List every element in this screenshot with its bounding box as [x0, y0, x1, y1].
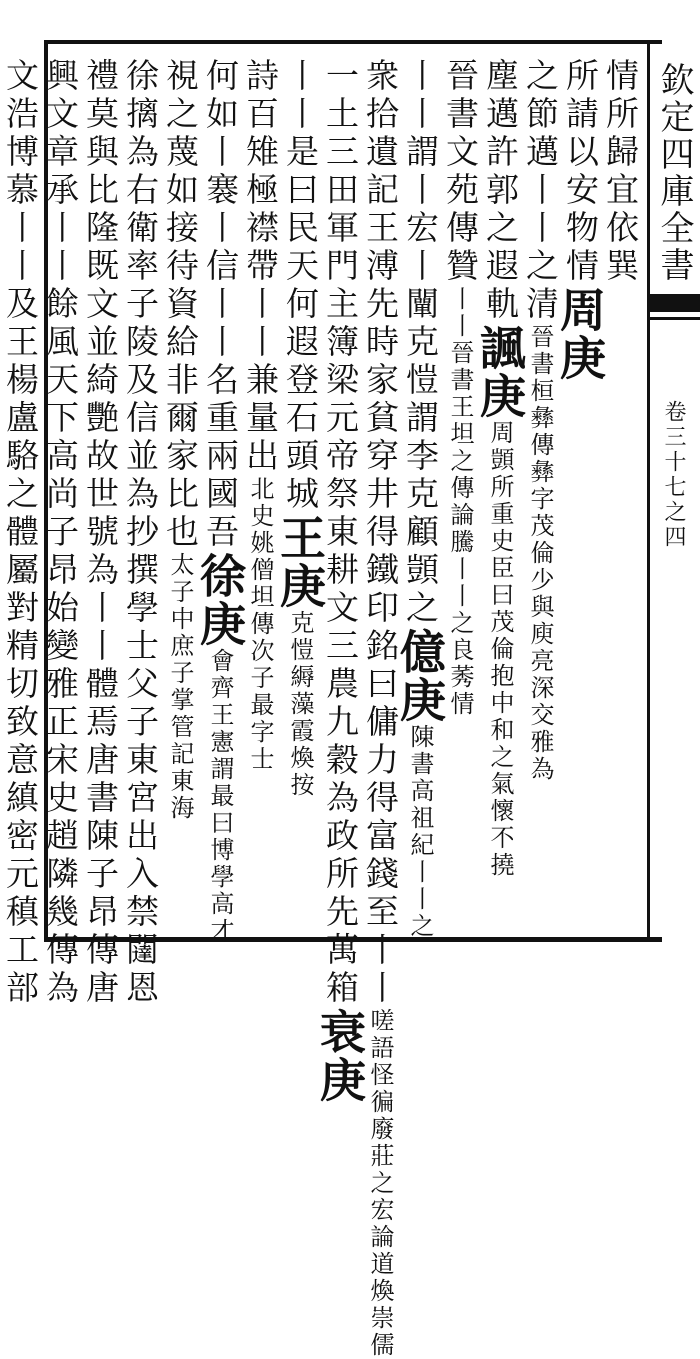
text-column [0, 58, 40, 1008]
text-column [440, 58, 480, 928]
body-text: 禮莫與比隆既文並綺艷故世號為丨丨體焉唐書陳子昂傳唐 [81, 58, 120, 1008]
text-column [240, 58, 280, 928]
text-column [313, 58, 367, 1104]
body-text: 徐摛為右衛率子陵及信並為抄撰學士父子東宮出入禁闥恩 [121, 58, 160, 1008]
text-column [553, 58, 607, 928]
annotation-text: 克愷縟藻霞煥按 [286, 610, 314, 799]
body-text: 情所歸宜依巽 [601, 58, 640, 286]
text-column [360, 58, 400, 1359]
annotation-text: 嗟語怪徧廢莊之宏論道煥崇儒 [366, 1008, 394, 1359]
book-title: 欽定四庫全書 [654, 62, 694, 284]
annotation-text: 太子中庶子掌管記東海 [166, 552, 194, 822]
text-column [393, 58, 447, 940]
annotation-text: 陳書高祖紀丨丨之 [406, 724, 434, 940]
body-text: 晉書文苑傳贊 [441, 58, 480, 286]
margin-rule [647, 40, 650, 942]
annotation-text: 晉書桓彝傳彝字茂倫少與庾亮深交雅為 [526, 324, 554, 783]
body-text: 之節邁丨丨之清 [521, 58, 560, 324]
body-text: 丨丨是曰民天何遐登石頭城 [281, 58, 320, 514]
body-text: 所請以安物情 [561, 58, 600, 286]
annotation-text: 丨丨 [446, 286, 474, 340]
body-text: 視之蔑如接待資給非爾家比也 [161, 58, 200, 552]
text-column [193, 58, 247, 945]
body-text: 詩百雉極襟帶丨丨兼量出 [241, 58, 280, 476]
entry-heading: 周庚 [553, 286, 607, 382]
entry-heading: 衰庚 [313, 1008, 367, 1104]
annotation-text: 北史姚僧坦傳次子最字士 [246, 476, 274, 773]
entry-heading: 徐庚 [193, 552, 247, 648]
body-text: 興文章承丨丨餘風天下高尚子昂始變雅正宋史趙隣幾傳為 [41, 58, 80, 1008]
fold-mark-lower [650, 312, 700, 320]
text-column [520, 58, 560, 928]
body-text: 一土三田軍門主簿梁元帝祭東耕文三農九穀為政所先萬箱 [321, 58, 360, 1008]
annotation-text: 周顗所重史臣曰茂倫抱中和之氣懷不撓 [486, 420, 514, 879]
body-text: 衆拾遺記王溥先時家貧穿井得鐵印銘曰傭力得富錢至丨丨 [361, 58, 400, 1008]
body-text: 塵邁許郭之遐軌 [481, 58, 520, 324]
text-column [273, 58, 327, 928]
annotation-text: 晉書王坦之傳論騰丨丨之良莠情 [446, 340, 474, 718]
body-text: 文浩博慕丨丨及王楊盧駱之體屬對精切致意縝密元稹工部 [1, 58, 40, 1008]
entry-heading: 億庚 [393, 628, 447, 724]
text-column [160, 58, 200, 928]
body-text: 何如丨褰丨信丨丨名重兩國吾 [201, 58, 240, 552]
text-column [40, 58, 80, 1008]
text-column [80, 58, 120, 1008]
text-columns [1, 58, 640, 1359]
text-column [600, 58, 640, 928]
fold-mark [650, 294, 700, 312]
annotation-text: 會齊王憲謂最曰博學高才 [206, 648, 234, 945]
text-column [120, 58, 160, 1008]
volume-label: 卷三十七之四 [661, 400, 686, 550]
text-column [473, 58, 527, 928]
entry-heading: 諷庚 [473, 324, 527, 420]
body-text: 丨丨謂丨宏丨闡克愷謂李克顧顗之 [401, 58, 440, 628]
entry-heading: 王庚 [273, 514, 327, 610]
